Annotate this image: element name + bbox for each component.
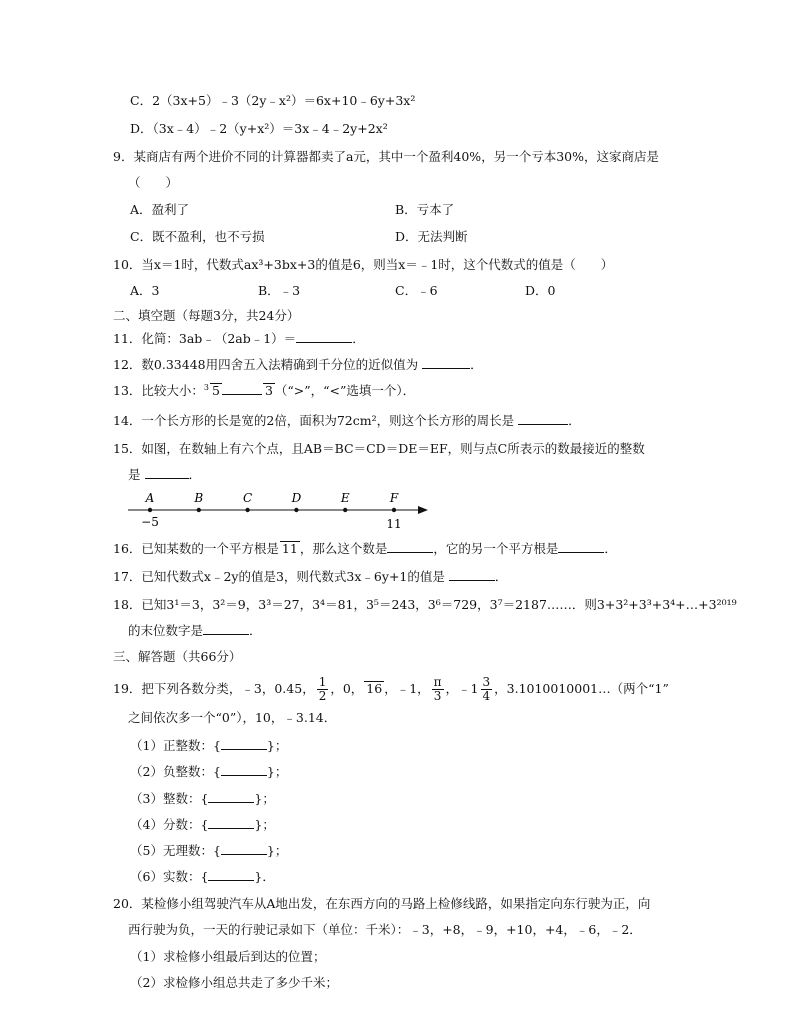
number-line-arrow: [418, 506, 428, 514]
option-d-line: D．（3x﹣4）﹣2（y+x²）＝3x﹣4﹣2y+2x²: [130, 121, 388, 136]
question-13: 13．比较大小：$^3$ 5 3 （“>”，“<”选填一个）．: [113, 382, 416, 398]
point-label-c: C: [243, 491, 253, 505]
point-label-a: A: [145, 491, 155, 505]
q10-option-c: C．﹣6: [395, 283, 438, 298]
option-c-line: C．2（3x+5）﹣3（2y﹣x²）＝6x+10﹣6y+3x²: [130, 93, 416, 108]
question-18: 18．已知3¹＝3，3²＝9，3³＝27，3⁴＝81，3⁵＝243，3⁶＝729，3⁷＝2187……．则3+3²+3³+3⁴+…+3²⁰¹⁹: [113, 597, 737, 612]
q9-option-b: B．亏本了: [395, 202, 455, 217]
question-20-cont: 西行驶为负，一天的行驶记录如下（单位：千米）：﹣3，+8，﹣9，+10，+4，﹣6，﹣2．: [128, 922, 642, 937]
cube-root-5: 5: [212, 383, 220, 398]
point-a: [148, 508, 152, 512]
q19-item-5: （5）无理数：{ }；: [130, 843, 288, 858]
q19-item-1: （1）正整数：{ }；: [130, 738, 288, 753]
question-20: 20．某检修小组驾驶汽车从A地出发，在东西方向的马路上检修线路，如果指定向东行驶为正，向: [113, 896, 651, 911]
question-12: 12．数0.33448用四舍五入法精确到千分位的近似值为 ．: [113, 357, 483, 372]
q20-part-1: （1）求检修小组最后到达的位置；: [130, 949, 326, 964]
q9-option-a: A．盈利了: [130, 202, 190, 217]
fraction-three-quarters: $\frac{3}{4}$: [482, 675, 491, 703]
question-14: 14．一个长方形的长是宽的2倍，面积为72cm²，则这个长方形的周长是 ．: [113, 413, 581, 428]
point-label-b: B: [194, 491, 204, 505]
question-16: 16．已知某数的一个平方根是 11 ，那么这个数是 ，它的另一个平方根是 ．: [113, 541, 617, 556]
cube-root-index: 3: [203, 382, 209, 392]
question-15: 15．如图，在数轴上有六个点，且AB＝BC＝CD＝DE＝EF，则与点C所表示的数最接近的整数: [113, 441, 645, 456]
q9-option-c: C．既不盈利，也不亏损: [130, 229, 265, 244]
fraction-half: $\frac{1}{2}$: [318, 675, 327, 703]
sqrt-3: 3: [264, 383, 273, 398]
point-c: [245, 508, 249, 512]
question-19: 19．把下列各数分类，﹣3，0.45， $\frac{1}{2}$ ，0， 16 ，﹣1， $\frac{\pi}{3}$ ，﹣1 $\frac{3}{4}$ ，3.1010010001…（两个“1”: [113, 675, 669, 703]
q19-item-4: （4）分数：{ }；: [130, 817, 275, 832]
question-11: 11．化简：3ab﹣（2ab﹣1）＝ ．: [113, 331, 365, 346]
number-line-figure: [120, 486, 440, 532]
section-3-heading: 三、解答题（共66分）: [113, 649, 242, 664]
sqrt-16: 16: [366, 681, 383, 696]
point-b: [197, 508, 201, 512]
question-15-cont: 是 ．: [128, 467, 202, 482]
q10-option-a: A．3: [130, 283, 160, 298]
point-f: [392, 508, 396, 512]
label-11: 11: [386, 517, 402, 531]
point-e: [343, 508, 347, 512]
sqrt-11: 11: [281, 541, 298, 556]
question-19-cont: 之间依次多一个“0”），10，﹣3.14．: [128, 710, 337, 725]
q10-option-d: D．0: [525, 283, 556, 298]
q19-item-2: （2）负整数：{ }；: [130, 764, 288, 779]
question-10: 10．当x＝1时，代数式ax³+3bx+3的值是6，则当x＝﹣1时，这个代数式的值是（ ）: [113, 257, 614, 272]
q19-item-3: （3）整数：{ }；: [130, 791, 275, 806]
q20-part-2: （2）求检修小组总共走了多少千米；: [130, 975, 338, 990]
q19-item-6: （6）实数：{ }．: [130, 869, 275, 884]
fraction-pi-over-3: $\frac{\pi}{3}$: [433, 675, 442, 703]
question-18-cont: 的末位数字是 ．: [128, 623, 262, 638]
question-9-paren: （ ）: [128, 175, 179, 190]
point-label-f: F: [389, 491, 399, 505]
point-label-d: D: [291, 491, 302, 505]
question-9: 9．某商店有两个进价不同的计算器都卖了a元，其中一个盈利40%，另一个亏本30%，这家商店是: [113, 149, 659, 164]
point-label-e: E: [340, 491, 350, 505]
section-2-heading: 二、填空题（每题3分，共24分）: [113, 308, 300, 323]
q9-option-d: D．无法判断: [395, 229, 468, 244]
question-17: 17．已知代数式x﹣2y的值是3，则代数式3x﹣6y+1的值是 ．: [113, 569, 508, 584]
q10-option-b: B．﹣3: [258, 283, 301, 298]
label-minus-5: −5: [141, 515, 159, 529]
point-d: [294, 508, 298, 512]
